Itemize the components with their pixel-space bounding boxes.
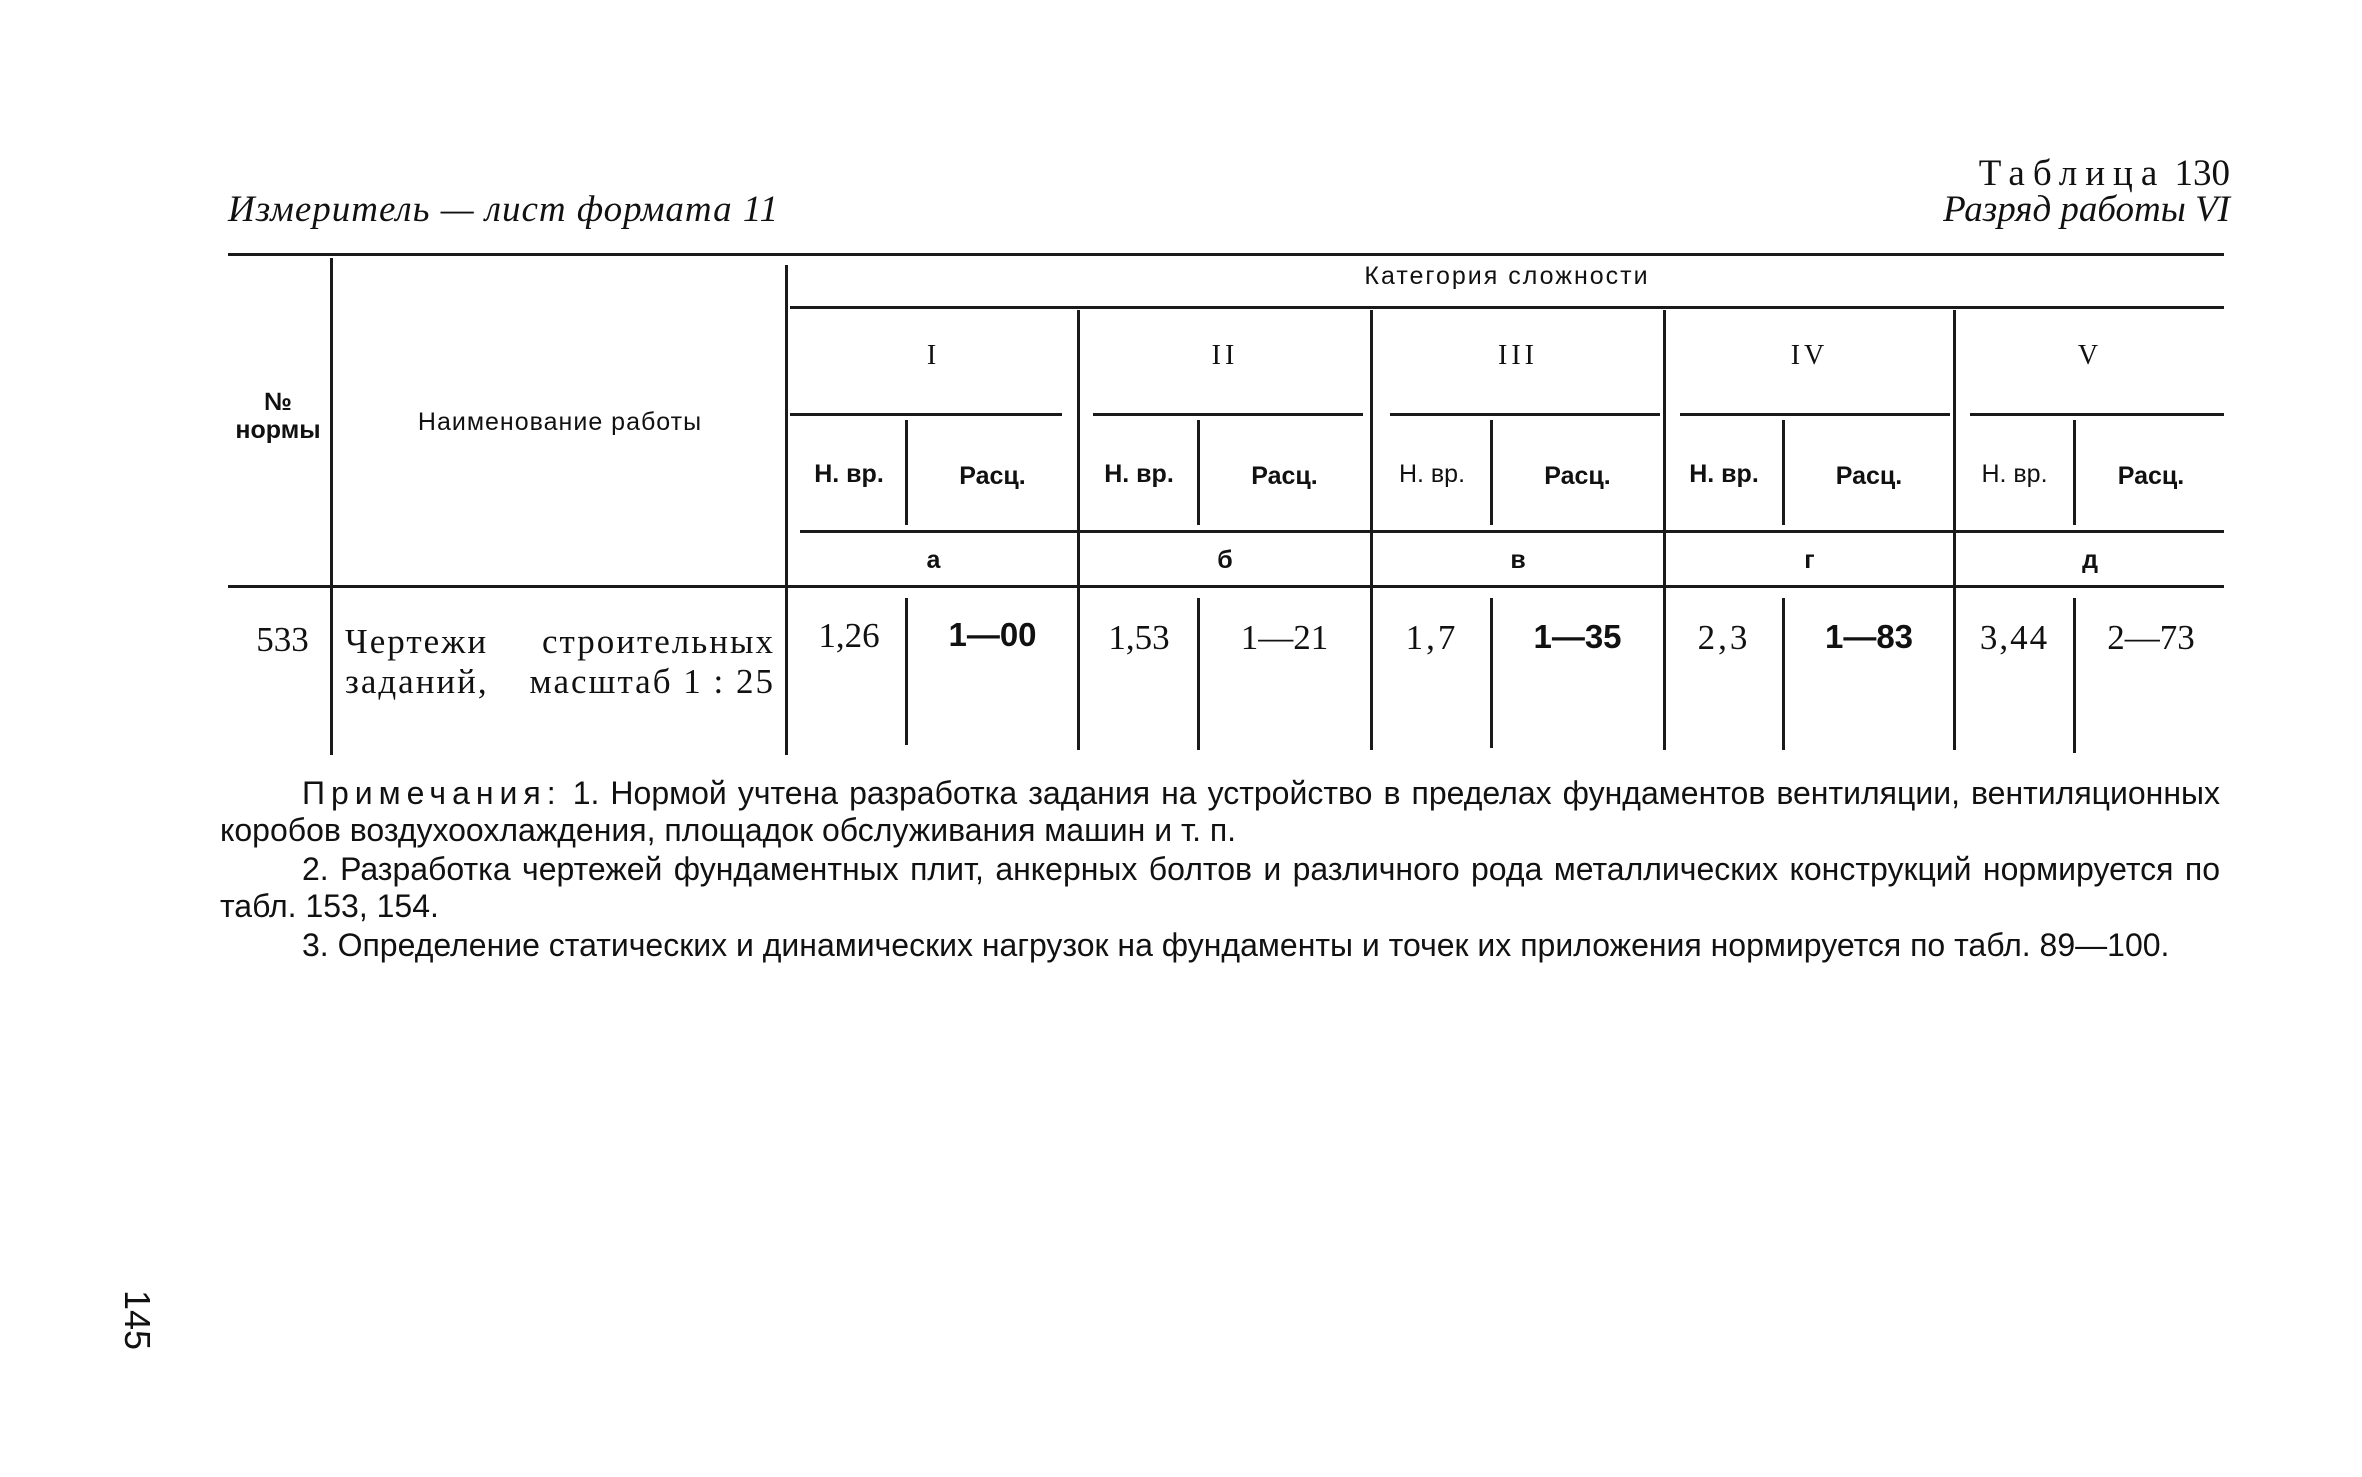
sub-header-time: Н. вр. xyxy=(1689,460,1759,488)
sub-header-time: Н. вр. xyxy=(1398,460,1466,488)
value-time: 3,44 xyxy=(1979,618,2050,657)
col-rule-cat3 xyxy=(1370,310,1373,750)
data-rule-3 xyxy=(1490,598,1493,748)
value-rate: 1—35 xyxy=(1533,618,1622,655)
roman-rule-1 xyxy=(790,413,1062,416)
header-bottom-rule xyxy=(228,585,2224,588)
value-time: 1,26 xyxy=(818,616,880,655)
row-work-name xyxy=(345,622,775,702)
col-rule-cat4 xyxy=(1663,310,1666,750)
category-title: Категория сложности xyxy=(1364,262,1650,290)
notes-section xyxy=(220,775,2220,964)
value-time: 1,7 xyxy=(1405,618,1459,657)
name-word: заданий, xyxy=(345,662,489,701)
value-rate: 1—83 xyxy=(1824,618,1914,655)
category-letter: а xyxy=(926,546,941,574)
name-word: масштаб 1 : 25 xyxy=(529,662,775,701)
sub-rule-2 xyxy=(1197,420,1200,525)
col-header-name: Наименование работы xyxy=(417,408,703,436)
sub-rule-3 xyxy=(1490,420,1493,525)
col-rule-cat5 xyxy=(1953,310,1956,750)
category-roman: III xyxy=(1498,340,1538,371)
col-rule-name xyxy=(785,265,788,755)
data-rule-4 xyxy=(1782,598,1785,750)
category-roman: IV xyxy=(1790,340,1829,371)
roman-rule-3 xyxy=(1390,413,1660,416)
name-word: Чертежи xyxy=(345,622,489,661)
sub-header-time: Н. вр. xyxy=(814,460,884,488)
sub-header-rate: Расц. xyxy=(1835,462,1903,490)
table-label: Таблица xyxy=(1978,153,2166,194)
data-rule-5 xyxy=(2073,598,2076,753)
category-letter: в xyxy=(1510,546,1526,574)
category-roman: II xyxy=(1211,340,1239,371)
sub-header-rate: Расц. xyxy=(1251,462,1318,490)
roman-rule-2 xyxy=(1093,413,1363,416)
value-rate: 1—00 xyxy=(948,616,1037,653)
note-2: 2. Разработка чертежей фундаментных плит, анкерных болтов и различного рода металлических конструкций нормируется по табл. 153, 154. xyxy=(220,851,2220,924)
col-rule-cat2 xyxy=(1077,310,1080,750)
category-letter: д xyxy=(2082,546,2098,574)
roman-rule-5 xyxy=(1970,413,2224,416)
category-letter: г xyxy=(1804,546,1815,574)
data-rule-2 xyxy=(1197,598,1200,750)
measure-caption: Измеритель — лист формата 11 xyxy=(228,189,780,230)
category-roman: I xyxy=(926,340,941,371)
sub-header-rate: Расц. xyxy=(1544,462,1611,490)
value-rate: 2—73 xyxy=(2107,618,2195,657)
table-top-rule xyxy=(228,253,2224,256)
table-number-value: 130 xyxy=(2174,153,2230,194)
value-time: 2,3 xyxy=(1697,618,1751,657)
category-rule xyxy=(790,306,2224,309)
name-word: строительных xyxy=(542,622,775,661)
work-grade: Разряд работы VI xyxy=(1943,189,2230,230)
sub-rule-4 xyxy=(1782,420,1785,525)
page-number: 145 xyxy=(117,1290,158,1351)
note-3: 3. Определение статических и динамических нагрузок на фундаменты и точек их приложения нормируется по табл. 89—100. xyxy=(302,927,2170,963)
data-rule-1 xyxy=(905,598,908,745)
row-norm-number: 533 xyxy=(256,620,309,659)
sub-header-rate: Расц. xyxy=(2117,462,2185,490)
sub-header-rule xyxy=(800,530,2224,533)
sub-header-rate: Расц. xyxy=(959,462,1026,490)
value-rate: 1—21 xyxy=(1240,618,1329,657)
roman-rule-4 xyxy=(1680,413,1950,416)
sub-rule-5 xyxy=(2073,420,2076,525)
value-time: 1,53 xyxy=(1108,618,1170,657)
col-rule-norm xyxy=(330,258,333,755)
category-letter: б xyxy=(1217,546,1233,574)
sub-header-time: Н. вр. xyxy=(1981,460,2048,488)
note-1-text: 1. Нормой учтена разработка задания на устройство в пределах фундаментов вентиляции, вентиляционных коробов воздухоохлаждения, площадок обслуживания машин и т. п. xyxy=(220,775,2221,848)
sub-rule-1 xyxy=(905,420,908,525)
notes-lead: Примечания: xyxy=(302,775,562,811)
note-1 xyxy=(220,775,2220,849)
col-header-norm: № нормы xyxy=(235,388,321,444)
sub-header-time: Н. вр. xyxy=(1104,460,1174,488)
category-roman: V xyxy=(2077,340,2103,371)
